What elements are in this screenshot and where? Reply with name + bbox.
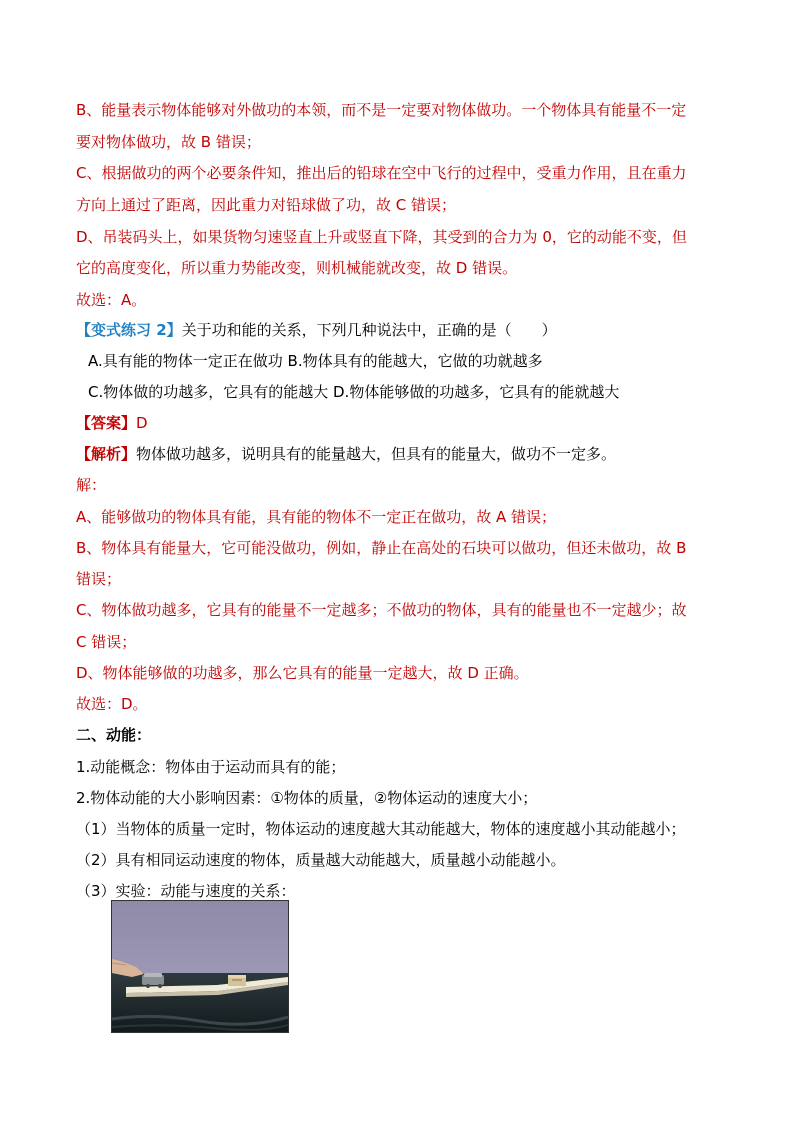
factor-item-2: （2）具有相同运动速度的物体，质量越大动能越大，质量越小动能越小。	[76, 851, 566, 869]
options-cd: C.物体做的功越多，它具有的能越大 D.物体能够做的功越多，它具有的能就越大	[88, 383, 620, 401]
analysis-line-d2: 它的高度变化，所以重力势能改变，则机械能就改变，故 D 错误。	[76, 259, 518, 277]
answer-line	[76, 413, 148, 433]
analysis-line-d1: D、吊装码头上，如果货物匀速竖直上升或竖直下降，其受到的合力为 0，它的动能不变，但	[76, 228, 687, 246]
solution-line-b2: 错误；	[76, 570, 122, 588]
exercise-2-text: 关于功和能的关系，下列几种说法中，正确的是（ ）	[181, 321, 557, 339]
answer-tag: 【答案】	[76, 414, 137, 432]
solution-line-d: D、物体能够做的功越多，那么它具有的能量一定越大，故 D 正确。	[76, 664, 529, 682]
exercise-2-tag: 【变式练习 2】	[76, 321, 182, 339]
analysis-line-b1: B、能量表示物体能够对外做功的本领，而不是一定要对物体做功。一个物体具有能量不一定	[76, 101, 687, 119]
answer-value: D	[136, 414, 148, 432]
solution-line-c2: C 错误；	[76, 633, 137, 651]
analysis-text: 物体做功越多，说明具有的能量越大，但具有的能量大，做功不一定多。	[136, 445, 617, 463]
solution-line-c1: C、物体做功越多，它具有的能量不一定越多；不做功的物体，具有的能量也不一定越少；故	[76, 601, 687, 619]
analysis-line	[76, 444, 616, 464]
kinetic-energy-concept: 1.动能概念：物体由于运动而具有的能；	[76, 758, 346, 776]
solution-line-a: A、能够做功的物体具有能，具有能的物体不一定正在做功，故 A 错误；	[76, 508, 557, 526]
factor-item-1: （1）当物体的质量一定时，物体运动的速度越大其动能越大，物体的速度越小其动能越小；	[76, 820, 686, 838]
kinetic-energy-factors: 2.物体动能的大小影响因素：①物体的质量，②物体运动的速度大小；	[76, 789, 538, 807]
solution-label: 解：	[76, 476, 107, 494]
answer-choice-line: 故选：A。	[76, 291, 147, 309]
options-ab: A.具有能的物体一定正在做功 B.物体具有的能越大，它做的功就越多	[88, 352, 543, 370]
exercise-2-question	[76, 320, 557, 340]
experiment-label: （3）实验：动能与速度的关系：	[76, 882, 296, 900]
experiment-photo	[111, 900, 289, 1033]
analysis-line-b2: 要对物体做功，故 B 错误；	[76, 133, 261, 151]
solution-choice: 故选：D。	[76, 695, 148, 713]
analysis-tag: 【解析】	[76, 445, 137, 463]
section-heading: 二、动能：	[76, 726, 152, 744]
solution-line-b1: B、物体具有能量大，它可能没做功，例如，静止在高处的石块可以做功，但还未做功，故 B	[76, 539, 687, 557]
analysis-line-c2: 方向上通过了距离，因此重力对铅球做了功，故 C 错误；	[76, 196, 457, 214]
analysis-line-c1: C、根据做功的两个必要条件知，推出后的铅球在空中飞行的过程中，受重力作用，且在重力	[76, 164, 687, 182]
